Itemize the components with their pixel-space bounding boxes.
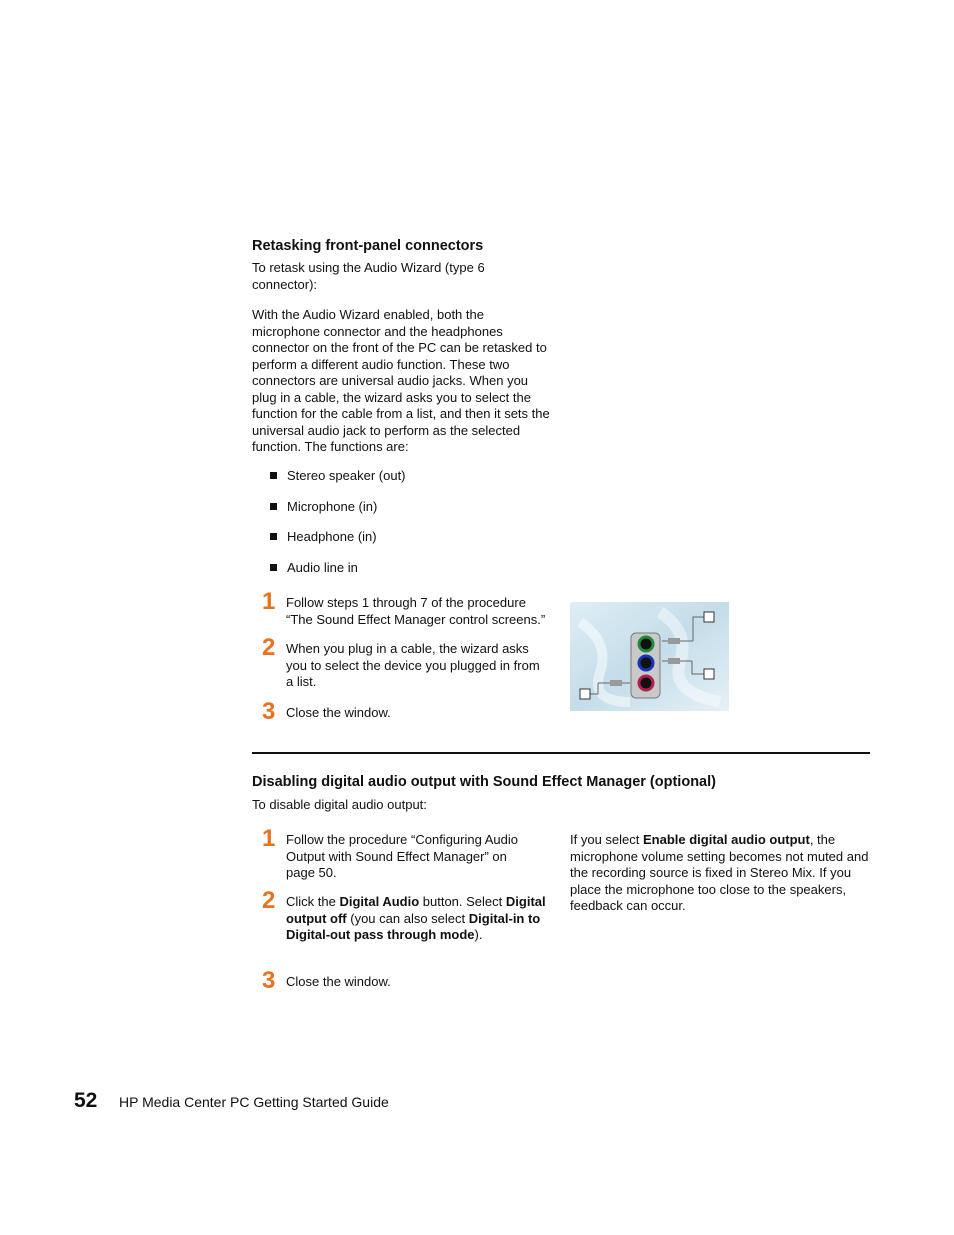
audio-connector-figure [570,602,729,711]
page-number: 52 [74,1089,98,1112]
section-heading: Retasking front-panel connectors [252,238,484,254]
bullet-icon [270,503,277,510]
step-number: 3 [262,698,276,725]
list-item: Microphone (in) [270,499,377,514]
list-item: Audio line in [270,560,358,575]
bullet-icon [270,564,277,571]
step-number: 3 [262,967,276,994]
bullet-icon [270,472,277,479]
step-number: 1 [262,825,276,852]
footer-title: HP Media Center PC Getting Started Guide [119,1094,389,1110]
step-text: Close the window. [286,705,391,720]
step-number: 1 [262,588,276,615]
section-divider [252,752,870,754]
step-text: Click the Digital Audio button. Select Digital output off (you can also select Digital-in to Digital-out pass through mode). [286,894,546,942]
step-number: 2 [262,634,276,661]
bullet-icon [270,533,277,540]
intro-text: To disable digital audio output: [252,797,427,812]
step-text: Follow the procedure “Configuring Audio Output with Sound Effect Manager” on page 50. [286,832,518,880]
step-text: Follow steps 1 through 7 of the procedure “The Sound Effect Manager control screens.” [286,595,546,627]
intro-text: To retask using the Audio Wizard (type 6 connector): [252,260,485,292]
note-paragraph: If you select Enable digital audio output, the microphone volume setting becomes not muted and the recording source is fixed in Stereo Mix. If you place the microphone too close to the speakers, feedback can occur. [570,832,869,913]
step-number: 2 [262,887,276,914]
body-paragraph: With the Audio Wizard enabled, both the microphone connector and the headphones connector on the front of the PC can be retasked to perform a different audio function. These two connectors are universal audio jacks. When you plug in a cable, the wizard asks you to select the function for the cable from a list, and then it sets the universal audio jack to perform as the selected function. The functions are: [252,307,550,454]
section-heading: Disabling digital audio output with Sound Effect Manager (optional) [252,774,716,790]
step-text: When you plug in a cable, the wizard asks you to select the device you plugged in from a list. [286,641,540,689]
list-item: Stereo speaker (out) [270,468,406,483]
list-item: Headphone (in) [270,529,377,544]
step-text: Close the window. [286,974,391,989]
